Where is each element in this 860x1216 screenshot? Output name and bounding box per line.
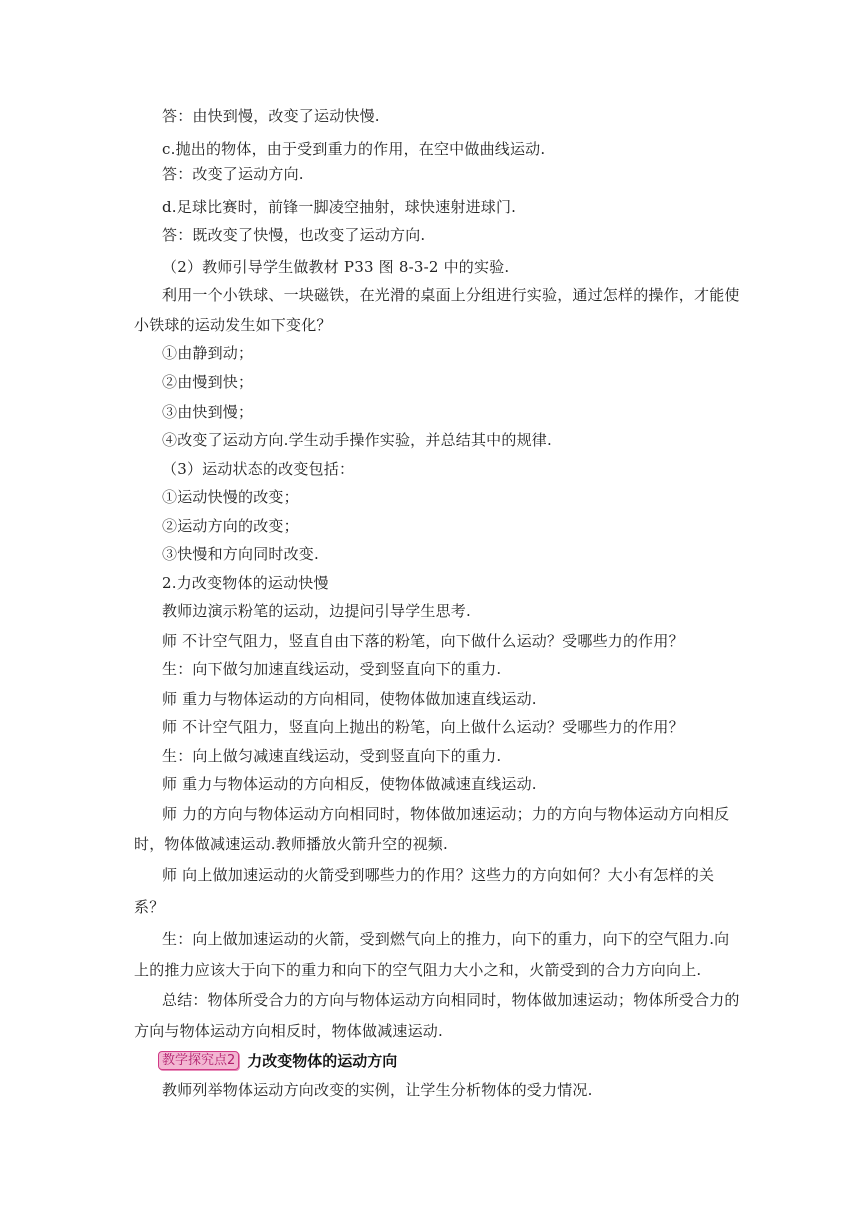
- text-line: ②运动方向的改变；: [162, 517, 299, 535]
- text-line: 利用一个小铁球、一块磁铁，在光滑的桌面上分组进行实验，通过怎样的操作，才能使: [162, 286, 740, 304]
- text-line: 生：向上做加速运动的火箭，受到燃气向上的推力，向下的重力，向下的空气阻力.向: [162, 930, 730, 948]
- text-line: 师 向上做加速运动的火箭受到哪些力的作用？这些力的方向如何？大小有怎样的关: [162, 866, 715, 884]
- text-line: 教师边演示粉笔的运动，边提问引导学生思考.: [162, 602, 471, 620]
- text-line: ①由静到动；: [162, 344, 254, 362]
- text-line: ③快慢和方向同时改变.: [162, 545, 319, 563]
- text-line: 师 不计空气阻力，竖直自由下落的粉笔，向下做什么运动？受哪些力的作用？: [162, 632, 684, 650]
- text-line: 上的推力应该大于向下的重力和向下的空气阻力大小之和，火箭受到的合力方向向上.: [134, 961, 702, 979]
- section-badge: 教学探究点2: [158, 1051, 239, 1070]
- text-line: 2.力改变物体的运动快慢: [162, 574, 329, 592]
- text-line: 答：改变了运动方向.: [162, 165, 304, 183]
- text-line: c.抛出的物体，由于受到重力的作用，在空中做曲线运动.: [162, 140, 546, 158]
- text-line: ①运动快慢的改变；: [162, 488, 299, 506]
- section-title: 力改变物体的运动方向: [247, 1051, 398, 1070]
- text-line: （2）教师引导学生做教材 P33 图 8-3-2 中的实验.: [162, 258, 510, 276]
- text-line: 方向与物体运动方向相反时，物体做减速运动.: [134, 1022, 443, 1040]
- text-line: 师 不计空气阻力，竖直向上抛出的粉笔，向上做什么运动？受哪些力的作用？: [162, 718, 684, 736]
- text-line: 师 重力与物体运动的方向相反，使物体做减速直线运动.: [162, 775, 537, 793]
- text-line: 总结：物体所受合力的方向与物体运动方向相同时，物体做加速运动；物体所受合力的: [162, 991, 740, 1009]
- text-line: ④改变了运动方向.学生动手操作实验，并总结其中的规律.: [162, 431, 552, 449]
- section-heading: [158, 1049, 397, 1071]
- text-line: ③由快到慢；: [162, 403, 254, 421]
- text-line: 师 重力与物体运动的方向相同，使物体做加速直线运动.: [162, 690, 537, 708]
- text-line: 师 力的方向与物体运动方向相同时，物体做加速运动；力的方向与物体运动方向相反: [162, 805, 730, 823]
- text-line: d.足球比赛时，前锋一脚凌空抽射，球快速射进球门.: [162, 198, 517, 216]
- text-line: 时，物体做减速运动.教师播放火箭升空的视频.: [134, 835, 448, 853]
- text-line: ②由慢到快；: [162, 373, 254, 391]
- text-line: 系？: [134, 898, 165, 916]
- text-line: 生：向上做匀减速直线运动，受到竖直向下的重力.: [162, 747, 502, 765]
- text-line: 生：向下做匀加速直线运动，受到竖直向下的重力.: [162, 660, 502, 678]
- text-line: 教师列举物体运动方向改变的实例，让学生分析物体的受力情况.: [162, 1081, 593, 1099]
- text-line: 答：既改变了快慢，也改变了运动方向.: [162, 226, 426, 244]
- text-line: 答：由快到慢，改变了运动快慢.: [162, 107, 380, 125]
- text-line: 小铁球的运动发生如下变化？: [134, 316, 332, 334]
- text-line: （3）运动状态的改变包括：: [162, 460, 355, 478]
